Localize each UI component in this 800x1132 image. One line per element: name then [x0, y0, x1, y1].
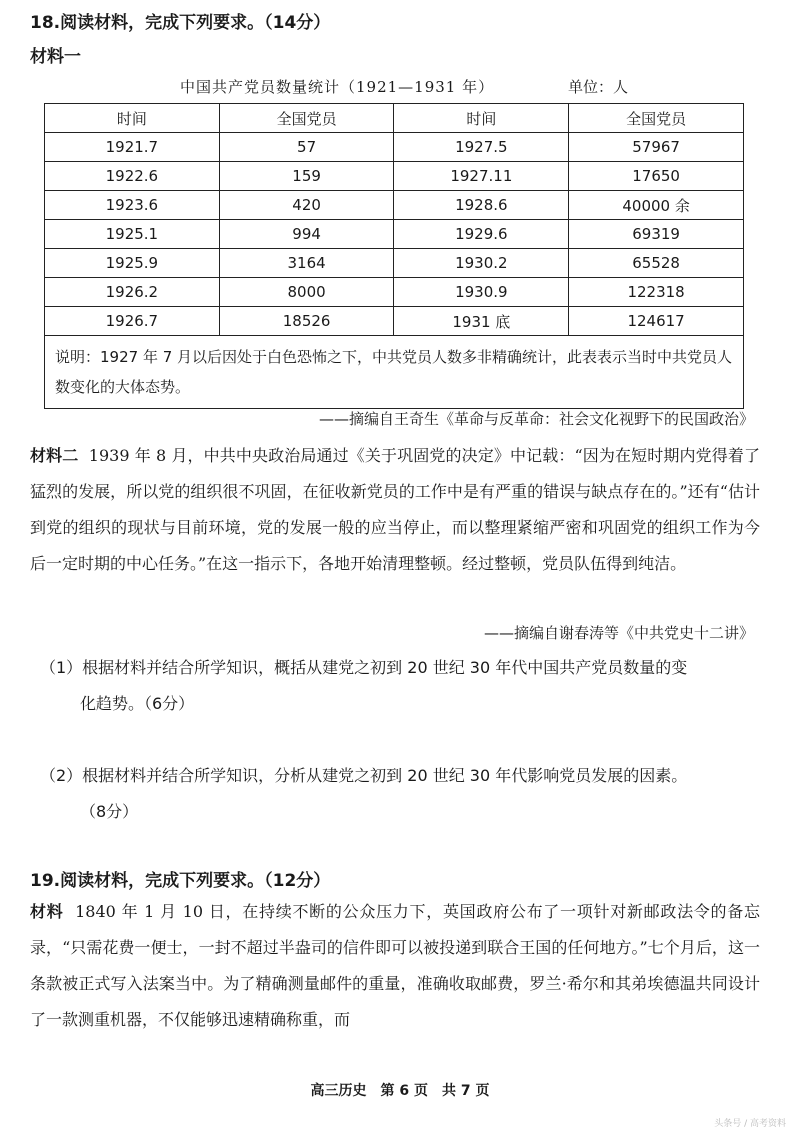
cell-time: 1925.1	[45, 220, 220, 249]
cell-member-count: 40000 余	[569, 191, 744, 220]
sub-question-1-line-2: 化趋势。（6分）	[80, 694, 195, 713]
question-18-title: 18.阅读材料，完成下列要求。（14分）	[30, 13, 331, 33]
cell-member-count: 124617	[569, 307, 744, 336]
cell-member-count: 420	[219, 191, 394, 220]
sub-question-2-line-1: （2）根据材料并结合所学知识，分析从建党之初到 20 世纪 30 年代影响党员发展的因素。	[40, 766, 688, 785]
table-caption: 中国共产党员数量统计（1921—1931 年）	[180, 78, 495, 96]
cell-time: 1923.6	[45, 191, 220, 220]
question-19-material	[30, 894, 760, 1038]
watermark: 头条号 / 高考资料	[714, 1119, 786, 1129]
question-19-title: 19.阅读材料，完成下列要求。（12分）	[30, 871, 331, 891]
table-row	[45, 191, 744, 220]
header-time: 时间	[45, 104, 220, 133]
cell-member-count: 17650	[569, 162, 744, 191]
cell-member-count: 57	[219, 133, 394, 162]
cell-member-count: 3164	[219, 249, 394, 278]
table-row	[45, 162, 744, 191]
header-members: 全国党员	[219, 104, 394, 133]
table-row	[45, 278, 744, 307]
cell-time: 1930.2	[394, 249, 569, 278]
table-row	[45, 249, 744, 278]
header-time: 时间	[394, 104, 569, 133]
cell-time: 1921.7	[45, 133, 220, 162]
table-unit: 单位：人	[568, 78, 629, 96]
table-note: 说明：1927 年 7 月以后因处于白色恐怖之下，中共党员人数多非精确统计，此表表示当时中共党员人数变化的大体态势。	[45, 336, 744, 409]
cell-member-count: 122318	[569, 278, 744, 307]
cell-member-count: 159	[219, 162, 394, 191]
table-row	[45, 133, 744, 162]
cell-time: 1930.9	[394, 278, 569, 307]
table-row	[45, 307, 744, 336]
cell-member-count: 18526	[219, 307, 394, 336]
cell-time: 1925.9	[45, 249, 220, 278]
cell-member-count: 994	[219, 220, 394, 249]
cell-time: 1931 底	[394, 307, 569, 336]
cell-time: 1926.2	[45, 278, 220, 307]
cell-member-count: 65528	[569, 249, 744, 278]
table-note-row	[45, 336, 744, 409]
question-19-material-label: 材料	[30, 902, 64, 921]
cell-time: 1922.6	[45, 162, 220, 191]
material-1-label: 材料一	[30, 47, 81, 67]
sub-question-2	[40, 758, 760, 830]
question-19-material-text: 1840 年 1 月 10 日，在持续不断的公众压力下，英国政府公布了一项针对新邮政法令的备忘录，“只需花费一便士，一封不超过半盎司的信件即可以被投递到联合王国的任何地方。”七个月后，这一条款被正式写入法案当中。为了精确测量邮件的重量，准确收取邮费，罗兰·希尔和其弟埃德温共同设计了一款测重机器，不仅能够迅速精确称重，而	[30, 902, 760, 1029]
cell-time: 1928.6	[394, 191, 569, 220]
page-footer: 高三历史 第 6 页 共 7 页	[310, 1083, 490, 1099]
table-row	[45, 220, 744, 249]
cell-time: 1929.6	[394, 220, 569, 249]
material-2-paragraph	[30, 438, 760, 582]
source-citation: ——摘编自谢春涛等《中共党史十二讲》	[483, 624, 754, 642]
cell-time: 1927.5	[394, 133, 569, 162]
sub-question-2-line-2: （8分）	[80, 802, 139, 821]
party-membership-table	[44, 103, 744, 409]
cell-time: 1927.11	[394, 162, 569, 191]
material-2-text: 1939 年 8 月，中共中央政治局通过《关于巩固党的决定》中记载：“因为在短时期内党得着了猛烈的发展，所以党的组织很不巩固，在征收新党员的工作中是有严重的错误与缺点存在的。”还有“估计到党的组织的现状与目前环境，党的发展一般的应当停止，而以整理紧缩严密和巩固党的组织工作为今后一定时期的中心任务。”在这一指示下，各地开始清理整顿。经过整顿，党员队伍得到纯洁。	[30, 446, 760, 573]
cell-member-count: 57967	[569, 133, 744, 162]
material-2-label: 材料二	[30, 446, 79, 465]
source-citation: ——摘编自王奇生《革命与反革命：社会文化视野下的民国政治》	[318, 410, 754, 428]
sub-question-1	[40, 650, 760, 722]
sub-question-1-line-1: （1）根据材料并结合所学知识，概括从建党之初到 20 世纪 30 年代中国共产党员数量的变	[40, 658, 688, 677]
table-header-row	[45, 104, 744, 133]
cell-time: 1926.7	[45, 307, 220, 336]
cell-member-count: 69319	[569, 220, 744, 249]
cell-member-count: 8000	[219, 278, 394, 307]
header-members: 全国党员	[569, 104, 744, 133]
